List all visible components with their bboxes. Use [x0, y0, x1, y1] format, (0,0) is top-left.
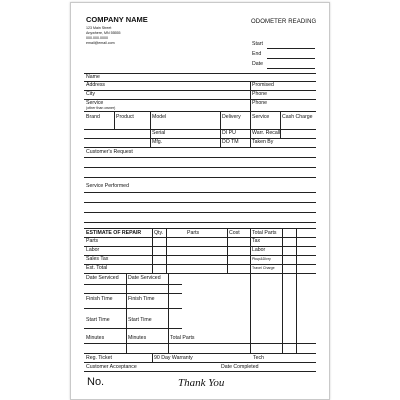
- odometer-end-line[interactable]: [267, 58, 315, 59]
- total-parts-label: Total Parts: [170, 335, 195, 341]
- model-label: Model: [152, 114, 167, 120]
- date-completed-label: Date Completed: [221, 364, 259, 370]
- thank-you-text: Thank You: [178, 377, 225, 389]
- odometer-title: ODOMETER READING: [251, 19, 317, 25]
- company-city-state: Anywhere, MN 55555: [86, 31, 121, 35]
- phone-label-2: Phone: [252, 100, 268, 106]
- estimate-row-sales-tax: Sales Tax: [86, 256, 109, 262]
- promised-label: Promised: [252, 82, 274, 88]
- estimate-title: ESTIMATE OF REPAIR: [86, 230, 142, 236]
- address-label: Address: [86, 82, 106, 88]
- warranty-label: 90 Day Warranty: [154, 355, 193, 361]
- company-street: 123 Main Street: [86, 26, 112, 30]
- company-email: email@email.com: [86, 41, 115, 45]
- date-serviced-label-2: Date Serviced: [128, 275, 161, 281]
- tech-label: Tech: [253, 355, 264, 361]
- estimate-right-pkup: Pkup&Dlvry: [252, 257, 271, 261]
- estimate-row-labor: Labor: [86, 247, 100, 253]
- start-time-label-1: Start Time: [86, 317, 110, 323]
- finish-time-label-1: Finish Time: [86, 296, 113, 302]
- odometer-end-label: End: [252, 51, 262, 57]
- service-label: Service: [86, 100, 104, 106]
- mfg-label: Mfg.: [152, 139, 163, 145]
- estimate-right-travel: Travel Charge: [252, 266, 275, 270]
- service-note: (other than owner): [86, 106, 116, 110]
- minutes-label-1: Minutes: [86, 335, 105, 341]
- warr-recall-label: Warr. Recall: [252, 130, 281, 136]
- parts-col-label: Parts: [187, 230, 200, 236]
- estimate-row-est-total: Est. Total: [86, 265, 108, 271]
- company-name: COMPANY NAME: [86, 15, 148, 24]
- city-label: City: [86, 91, 95, 97]
- odometer-start-label: Start: [252, 41, 263, 47]
- phone-label-1: Phone: [252, 91, 268, 97]
- service-col-label: Service: [252, 114, 270, 120]
- date-serviced-label-1: Date Serviced: [86, 275, 119, 281]
- name-label: Name: [86, 74, 100, 80]
- minutes-label-2: Minutes: [128, 335, 147, 341]
- estimate-row-parts: Parts: [86, 238, 99, 244]
- delivery-label: Delivery: [222, 114, 241, 120]
- cash-charge-label: Cash Charge: [282, 114, 313, 120]
- total-parts-header: Total Parts: [252, 230, 277, 236]
- ticket-number-label: No.: [87, 376, 105, 388]
- product-label: Product: [116, 114, 134, 120]
- di-pu-label: DI PU: [222, 130, 236, 136]
- finish-time-label-2: Finish Time: [128, 296, 155, 302]
- serial-label: Serial: [152, 130, 166, 136]
- qty-label: Qty.: [154, 230, 164, 236]
- customer-acceptance-label: Customer Acceptance: [86, 364, 137, 370]
- estimate-right-labor: Labor: [252, 247, 266, 253]
- odometer-date-label: Date: [252, 61, 263, 67]
- cost-label: Cost: [229, 230, 240, 236]
- odometer-date-line[interactable]: [267, 68, 315, 69]
- do-tm-label: DO TM: [222, 139, 239, 145]
- customers-request-label: Customer's Request: [86, 149, 133, 155]
- odometer-start-line[interactable]: [267, 48, 315, 49]
- reg-ticket-label: Reg. Ticket: [86, 355, 112, 361]
- start-time-label-2: Start Time: [128, 317, 152, 323]
- service-performed-label: Service Performed: [86, 183, 129, 189]
- taken-by-label: Taken By: [252, 139, 274, 145]
- work-order-form: [70, 2, 330, 400]
- company-phone: 000.000.0000: [86, 36, 108, 40]
- brand-label: Brand: [86, 114, 100, 120]
- estimate-right-tax: Tax: [252, 238, 261, 244]
